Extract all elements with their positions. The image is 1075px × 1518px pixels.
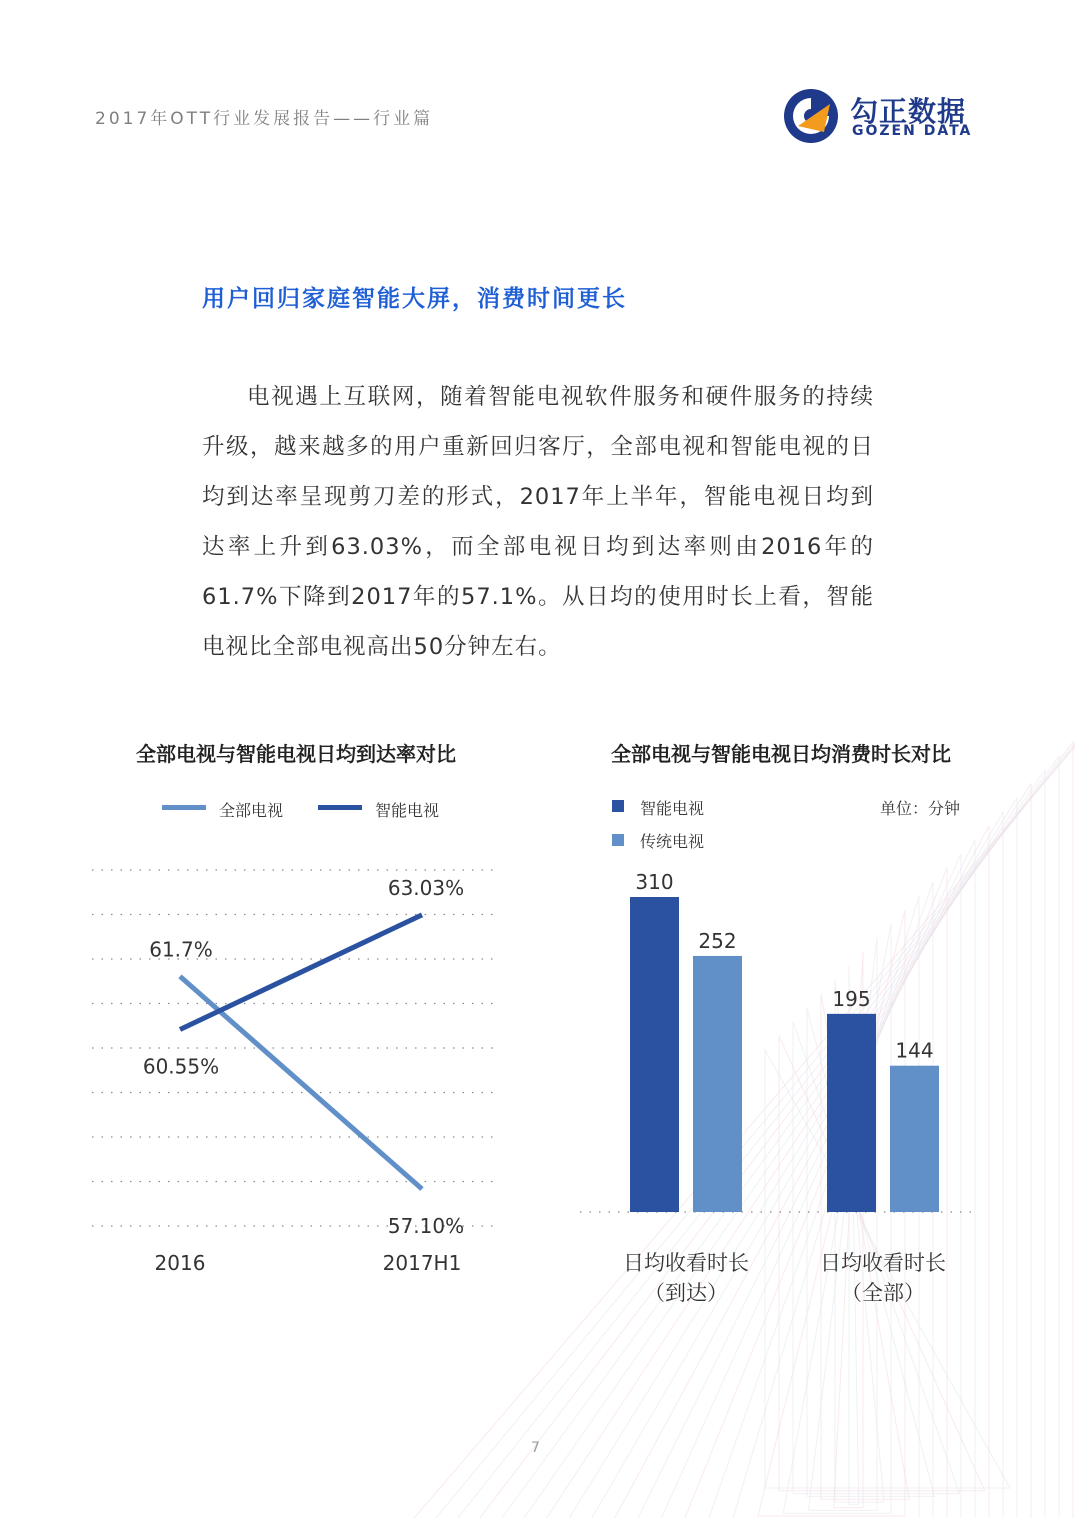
bar-chart [560, 850, 1000, 1310]
bar-chart-title: 全部电视与智能电视日均消费时长对比 [611, 742, 951, 766]
data-label: 61.7% [149, 937, 213, 962]
line-chart [0, 850, 520, 1310]
data-label: 57.10% [387, 1214, 465, 1239]
body-paragraph: 电视遇上互联网，随着智能电视软件服务和硬件服务的持续升级，越来越多的用户重新回归客厅，全部电视和智能电视的日均到达率呈现剪刀差的形式，2017年上半年，智能电视日均到达率上升到63.03%，而全部电视日均到达率则由2016年的61.7%下降到2017年的57.1%。从日均的使用时长上看，智能电视比全部电视高出50分钟左右。 [202, 384, 874, 660]
report-header-title: 2017年OTT行业发展报告——行业篇 [95, 109, 434, 129]
bar [890, 1066, 939, 1212]
logo-name-en: GOZEN DATA [852, 123, 973, 139]
x-category-sublabel: （到达） [644, 1281, 728, 1305]
legend-swatch-all-tv [162, 805, 206, 810]
x-category-sublabel: （全部） [841, 1281, 925, 1305]
bar-value-label: 195 [832, 986, 871, 1011]
legend-label-traditional-tv: 传统电视 [640, 832, 705, 851]
bar-chart-unit: 单位：分钟 [880, 799, 961, 818]
legend-swatch-traditional-tv [612, 834, 624, 846]
x-category-label: 日均收看时长 [820, 1251, 946, 1275]
x-tick-label: 2017H1 [382, 1251, 462, 1275]
bar [630, 897, 679, 1212]
x-tick-label: 2016 [154, 1251, 206, 1275]
bar [827, 1014, 876, 1212]
series-line [180, 976, 422, 1189]
x-category-label: 日均收看时长 [623, 1251, 749, 1275]
legend-swatch-smart-tv [318, 805, 362, 810]
series-line [180, 915, 422, 1030]
legend-swatch-smart-tv-bar [612, 800, 624, 812]
bar-value-label: 144 [895, 1038, 934, 1063]
bar-value-label: 252 [698, 928, 737, 953]
bar [693, 956, 742, 1212]
section-title: 用户回归家庭智能大屏，消费时间更长 [202, 286, 627, 312]
logo-name-cn: 勾正数据 [850, 95, 967, 128]
bar-value-label: 310 [635, 870, 674, 894]
legend-label-smart-tv-bar: 智能电视 [640, 799, 705, 818]
data-label: 63.03% [387, 875, 465, 900]
logo-icon [778, 86, 844, 146]
legend-label-smart-tv: 智能电视 [375, 801, 440, 820]
legend-label-all-tv: 全部电视 [219, 801, 284, 820]
data-label: 60.55% [142, 1054, 220, 1079]
logo [778, 86, 978, 146]
page-number: 7 [531, 1440, 540, 1456]
line-chart-title: 全部电视与智能电视日均到达率对比 [136, 742, 456, 766]
